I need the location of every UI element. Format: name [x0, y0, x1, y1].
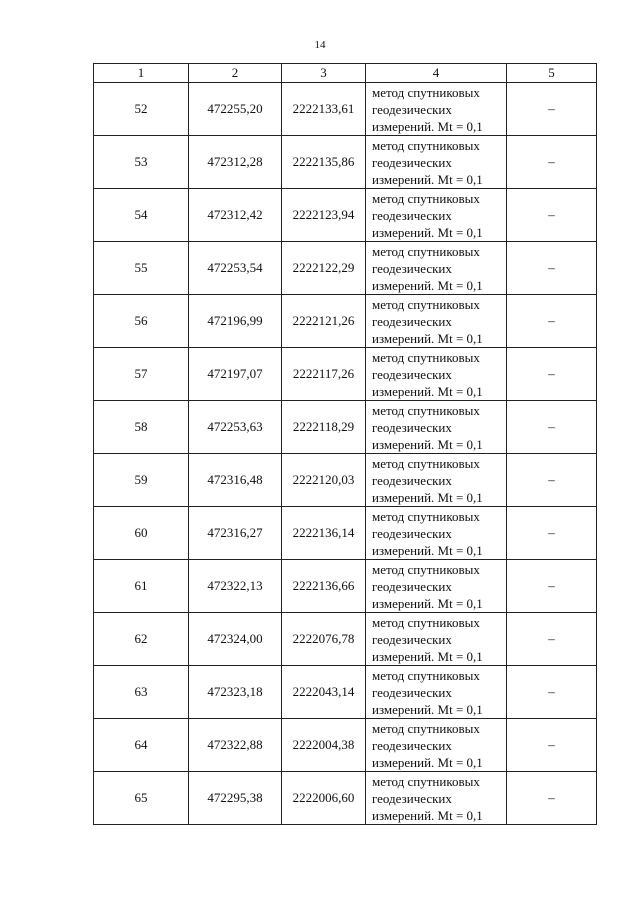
method-text-line: измерений. Mt = 0,1 [372, 277, 483, 293]
method-text-line: измерений. Mt = 0,1 [372, 595, 483, 611]
y-coordinate-cell: 2222135,86 [282, 136, 366, 189]
method-cell [366, 666, 507, 719]
x-coordinate-cell: 472322,88 [189, 719, 282, 772]
note-cell: – [507, 295, 597, 348]
method-text-line: метод спутниковых [372, 296, 480, 312]
x-coordinate-cell: 472322,13 [189, 560, 282, 613]
note-cell: – [507, 613, 597, 666]
method-text-line: метод спутниковых [372, 561, 480, 577]
method-text-line: метод спутниковых [372, 349, 480, 365]
method-text-line: измерений. Mt = 0,1 [372, 118, 483, 134]
note-cell: – [507, 136, 597, 189]
method-cell [366, 454, 507, 507]
point-number-cell: 65 [94, 772, 189, 825]
method-text-line: метод спутниковых [372, 508, 480, 524]
note-cell: – [507, 719, 597, 772]
method-cell [366, 189, 507, 242]
table-row [94, 454, 597, 507]
method-cell [366, 401, 507, 454]
method-text-line: метод спутниковых [372, 720, 480, 736]
method-text-line: геодезических [372, 472, 452, 488]
method-text-line: геодезических [372, 790, 452, 806]
method-text-line: геодезических [372, 737, 452, 753]
method-cell [366, 719, 507, 772]
y-coordinate-cell: 2222122,29 [282, 242, 366, 295]
point-number-cell: 56 [94, 295, 189, 348]
method-cell [366, 613, 507, 666]
x-coordinate-cell: 472316,48 [189, 454, 282, 507]
point-number-cell: 54 [94, 189, 189, 242]
table-row [94, 507, 597, 560]
method-text-line: измерений. Mt = 0,1 [372, 436, 483, 452]
note-cell: – [507, 560, 597, 613]
method-text-line: геодезических [372, 419, 452, 435]
x-coordinate-cell: 472323,18 [189, 666, 282, 719]
point-number-cell: 57 [94, 348, 189, 401]
method-cell [366, 507, 507, 560]
y-coordinate-cell: 2222004,38 [282, 719, 366, 772]
method-text-line: измерений. Mt = 0,1 [372, 224, 483, 240]
x-coordinate-cell: 472255,20 [189, 83, 282, 136]
table-row [94, 401, 597, 454]
note-cell: – [507, 189, 597, 242]
note-cell: – [507, 666, 597, 719]
method-text-line: измерений. Mt = 0,1 [372, 701, 483, 717]
method-text-line: геодезических [372, 578, 452, 594]
table-row [94, 83, 597, 136]
header-cell-3: 3 [282, 64, 366, 83]
coordinates-table [93, 63, 597, 825]
y-coordinate-cell: 2222133,61 [282, 83, 366, 136]
table-row [94, 136, 597, 189]
method-text-line: геодезических [372, 101, 452, 117]
method-text-line: метод спутниковых [372, 455, 480, 471]
table-row [94, 666, 597, 719]
method-text-line: геодезических [372, 260, 452, 276]
table-body [94, 83, 597, 825]
point-number-cell: 62 [94, 613, 189, 666]
table-row [94, 613, 597, 666]
y-coordinate-cell: 2222136,14 [282, 507, 366, 560]
point-number-cell: 63 [94, 666, 189, 719]
y-coordinate-cell: 2222120,03 [282, 454, 366, 507]
method-cell [366, 295, 507, 348]
x-coordinate-cell: 472324,00 [189, 613, 282, 666]
y-coordinate-cell: 2222136,66 [282, 560, 366, 613]
note-cell: – [507, 507, 597, 560]
y-coordinate-cell: 2222118,29 [282, 401, 366, 454]
x-coordinate-cell: 472253,63 [189, 401, 282, 454]
method-text-line: метод спутниковых [372, 243, 480, 259]
method-text-line: измерений. Mt = 0,1 [372, 171, 483, 187]
method-text-line: геодезических [372, 366, 452, 382]
table-row [94, 242, 597, 295]
method-text-line: геодезических [372, 154, 452, 170]
method-cell [366, 83, 507, 136]
method-text-line: метод спутниковых [372, 402, 480, 418]
y-coordinate-cell: 2222076,78 [282, 613, 366, 666]
method-text-line: геодезических [372, 525, 452, 541]
method-cell [366, 772, 507, 825]
method-text-line: измерений. Mt = 0,1 [372, 648, 483, 664]
method-text-line: геодезических [372, 631, 452, 647]
x-coordinate-cell: 472312,28 [189, 136, 282, 189]
note-cell: – [507, 348, 597, 401]
header-cell-5: 5 [507, 64, 597, 83]
table-row [94, 189, 597, 242]
method-text-line: измерений. Mt = 0,1 [372, 542, 483, 558]
note-cell: – [507, 242, 597, 295]
method-text-line: геодезических [372, 207, 452, 223]
y-coordinate-cell: 2222123,94 [282, 189, 366, 242]
y-coordinate-cell: 2222006,60 [282, 772, 366, 825]
point-number-cell: 59 [94, 454, 189, 507]
note-cell: – [507, 454, 597, 507]
note-cell: – [507, 401, 597, 454]
point-number-cell: 64 [94, 719, 189, 772]
x-coordinate-cell: 472312,42 [189, 189, 282, 242]
y-coordinate-cell: 2222121,26 [282, 295, 366, 348]
method-cell [366, 348, 507, 401]
method-text-line: измерений. Mt = 0,1 [372, 754, 483, 770]
header-cell-4: 4 [366, 64, 507, 83]
point-number-cell: 61 [94, 560, 189, 613]
page-number: 14 [314, 39, 326, 51]
note-cell: – [507, 772, 597, 825]
table-header [94, 64, 597, 83]
x-coordinate-cell: 472316,27 [189, 507, 282, 560]
y-coordinate-cell: 2222117,26 [282, 348, 366, 401]
point-number-cell: 60 [94, 507, 189, 560]
method-text-line: метод спутниковых [372, 614, 480, 630]
method-text-line: геодезических [372, 313, 452, 329]
note-cell: – [507, 83, 597, 136]
point-number-cell: 58 [94, 401, 189, 454]
method-cell [366, 560, 507, 613]
method-text-line: метод спутниковых [372, 190, 480, 206]
table-row [94, 719, 597, 772]
method-text-line: измерений. Mt = 0,1 [372, 383, 483, 399]
header-row [94, 64, 597, 83]
table-row [94, 772, 597, 825]
method-text-line: измерений. Mt = 0,1 [372, 489, 483, 505]
point-number-cell: 55 [94, 242, 189, 295]
table-row [94, 348, 597, 401]
method-cell [366, 242, 507, 295]
x-coordinate-cell: 472196,99 [189, 295, 282, 348]
table-row [94, 295, 597, 348]
method-text-line: метод спутниковых [372, 667, 480, 683]
y-coordinate-cell: 2222043,14 [282, 666, 366, 719]
x-coordinate-cell: 472253,54 [189, 242, 282, 295]
method-text-line: метод спутниковых [372, 137, 480, 153]
method-text-line: измерений. Mt = 0,1 [372, 330, 483, 346]
header-cell-2: 2 [189, 64, 282, 83]
method-cell [366, 136, 507, 189]
x-coordinate-cell: 472295,38 [189, 772, 282, 825]
point-number-cell: 52 [94, 83, 189, 136]
method-text-line: метод спутниковых [372, 84, 480, 100]
point-number-cell: 53 [94, 136, 189, 189]
method-text-line: геодезических [372, 684, 452, 700]
method-text-line: измерений. Mt = 0,1 [372, 807, 483, 823]
table-row [94, 560, 597, 613]
method-text-line: метод спутниковых [372, 773, 480, 789]
x-coordinate-cell: 472197,07 [189, 348, 282, 401]
header-cell-1: 1 [94, 64, 189, 83]
